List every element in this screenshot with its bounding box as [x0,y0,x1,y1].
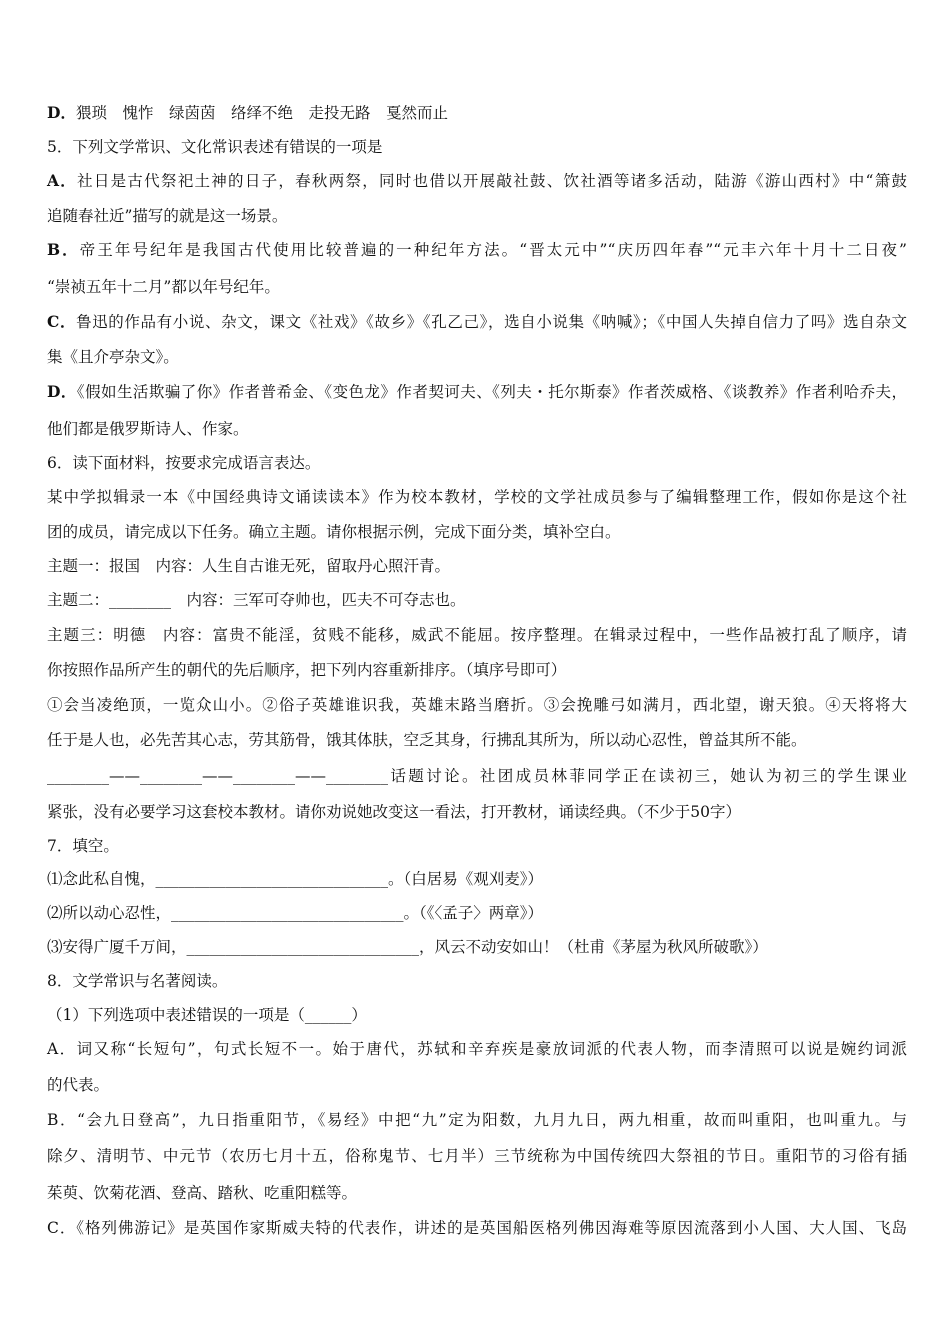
option-text: 猥琐 愧怍 绿茵茵 络绎不绝 走投无路 戛然而止 [75,104,448,122]
option-a-q5 [47,171,907,191]
option-label: B． [47,240,80,259]
subquestion-8-1: （1）下列选项中表述错误的一项是（______） [47,1006,367,1024]
option-d-q5 [47,382,907,402]
theme-two-line: 主题二：________ 内容：三军可夺帅也，匹夫不可夺志也。 [47,591,466,609]
option-b-q8: B．“会九日登高”，九日指重阳节，《易经》中把“九”定为阳数，九月九日，两九相重，故而叫重阳，也叫重九。与 [47,1111,907,1129]
text-line: 集《且介亭杂文》。 [47,348,179,366]
text-line: 团的成员，请完成以下任务。确立主题。请你根据示例，完成下面分类，填补空白。 [47,523,621,541]
text-line: 追随春社近”描写的就是这一场景。 [47,207,288,225]
option-label: D． [47,103,76,122]
option-text: 社日是古代祭祀土神的日子，春秋两祭，同时也借以开展敲社鼓、饮社酒等诸多活动，陆游《游山西村》中“箫鼓 [77,172,907,190]
question-6-stem: 6．读下面材料，按要求完成语言表达。 [47,454,321,472]
option-a-q8: A．词又称“长短句”，句式长短不一。始于唐代，苏轼和辛弃疾是豪放词派的代表人物，而李清照可以说是婉约词派 [47,1040,907,1058]
option-label: C． [47,312,77,331]
question-7-stem: 7．填空。 [47,837,119,855]
question-5-stem: 5．下列文学常识、文化常识表述有错误的一项是 [47,138,383,156]
theme-one-line: 主题一：报国 内容：人生自古谁无死，留取丹心照汗青。 [47,557,451,575]
text-line: 他们都是俄罗斯诗人、作家。 [47,420,249,438]
question-8-stem: 8．文学常识与名著阅读。 [47,972,228,990]
text-line: 你按照作品所产生的朝代的先后顺序，把下列内容重新排序。（填序号即可） [47,661,567,679]
text-line: 的代表。 [47,1076,110,1094]
option-b-q5 [47,240,907,260]
option-text: 鲁迅的作品有小说、杂文，课文《社戏》《故乡》《孔乙己》，选自小说集《呐喊》；《中国人失掉自信力了吗》选自杂文 [76,313,907,331]
text-line: 某中学拟辑录一本《中国经典诗文诵读读本》作为校本教材，学校的文学社成员参与了编辑整理工作，假如你是这个社 [47,488,907,506]
fill-blank-3: ⑶安得广厦千万间，______________________________，风云不动安如山！（杜甫《茅屋为秋风所破歌》） [47,938,768,956]
text-line: 紧张，没有必要学习这套校本教材。请你劝说她改变这一看法，打开教材，诵读经典。（不少于50字） [47,803,741,821]
option-text: 《假如生活欺骗了你》作者普希金、《变色龙》作者契诃夫、《列夫・托尔斯泰》作者茨威格、《谈教养》作者利哈乔夫， [76,383,907,401]
text-line: 除夕、清明节、中元节（农历七月十五，俗称鬼节、七月半）三节统称为中国传统四大祭祖的节日。重阳节的习俗有插 [47,1147,907,1165]
ordering-items-line: ①会当凌绝顶，一览众山小。②俗子英雄谁识我，英雄末路当磨折。③会挽雕弓如满月，西北望，谢天狼。④天将将大 [47,696,907,714]
ordering-blanks-line: ________——________——________——________话题讨论。社团成员林菲同学正在读初三，她认为初三的学生课业 [47,767,907,785]
option-label: A． [47,171,78,190]
option-c-q5 [47,312,907,332]
fill-blank-1: ⑴念此私自愧，______________________________。（白居易《观刈麦》） [47,870,544,888]
fill-blank-2: ⑵所以动心忍性，______________________________。（《〈孟子〉两章》） [47,904,544,922]
text-line: 任于是人也，必先苦其心志，劳其筋骨，饿其体肤，空乏其身，行拂乱其所为，所以动心忍性，曾益其所不能。 [47,731,807,749]
option-label: D． [47,382,77,401]
text-line: “崇祯五年十二月”都以年号纪年。 [47,278,280,296]
option-text: 帝王年号纪年是我国古代使用比较普遍的一种纪年方法。“晋太元中”“庆历四年春”“元丰六年十月十二日夜” [79,241,907,259]
theme-three-line: 主题三：明德 内容：富贵不能淫，贫贱不能移，威武不能屈。按序整理。在辑录过程中，一些作品被打乱了顺序，请 [47,626,907,644]
text-line: 茱萸、饮菊花酒、登高、踏秋、吃重阳糕等。 [47,1184,358,1202]
option-c-q8: C．《格列佛游记》是英国作家斯威夫特的代表作，讲述的是英国船医格列佛因海难等原因流落到小人国、大人国、飞岛 [47,1219,907,1237]
option-d-q4 [47,103,907,123]
